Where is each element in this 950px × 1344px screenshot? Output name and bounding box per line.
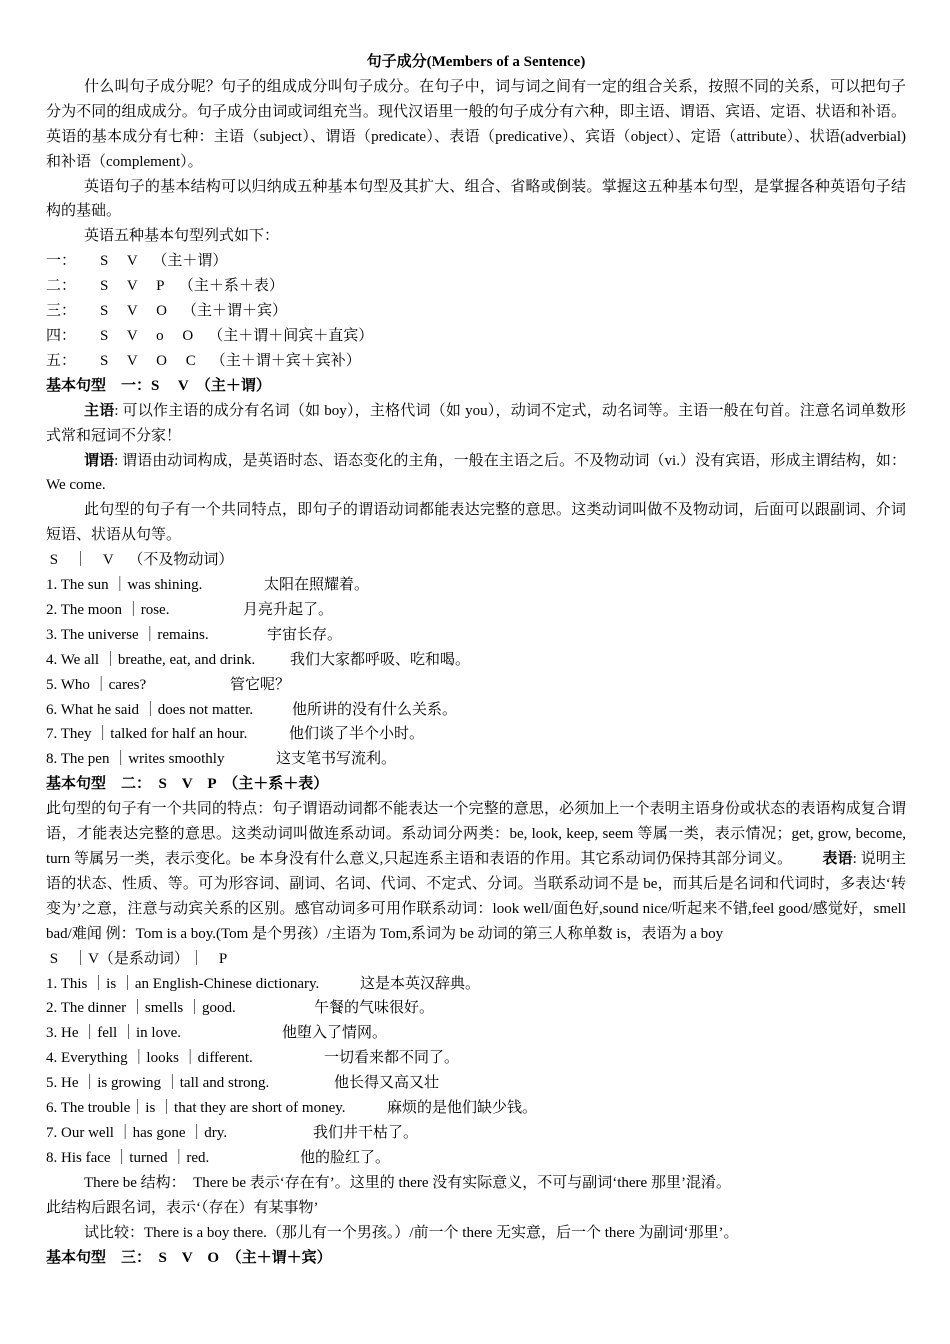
pattern-item: 二： S V P （主＋系＋表） xyxy=(46,278,284,295)
example-row: 4. We all ｜breathe, eat, and drink. 我们大家都呼吸、吃和喝。 xyxy=(46,651,471,668)
pattern-item: 四： S V o O （主＋谓＋间宾＋直宾） xyxy=(46,327,374,344)
example-row: 8. The pen ｜writes smoothly 这支笔书写流利。 xyxy=(46,751,397,768)
example-row: 2. The moon ｜rose. 月亮升起了。 xyxy=(46,601,334,618)
example-row: 6. What he said ｜does not matter. 他所讲的没有什么关系。 xyxy=(46,701,458,718)
example-row: 7. They ｜talked for half an hour. 他们谈了半个小时。 xyxy=(46,726,425,743)
example-row: 5. He ｜is growing ｜tall and strong. 他长得又高又壮 xyxy=(46,1075,440,1092)
pattern-item: 一： S V （主＋谓） xyxy=(46,253,228,270)
example-row: 1. The sun ｜was shining. 太阳在照耀着。 xyxy=(46,577,370,594)
section-3-heading: 基本句型 三： S V O （主＋谓＋宾） xyxy=(46,1249,332,1266)
section-2-heading: 基本句型 二： S V P （主＋系＋表） xyxy=(46,776,329,793)
document-page xyxy=(46,50,906,1270)
page-title: 句子成分(Members of a Sentence) xyxy=(366,54,586,70)
there-be-note: There be 结构： There be 表示‘存在有’。这里的 there 没有实际意义，不可与副词‘there 那里’混淆。 xyxy=(84,1174,731,1191)
pattern-item: 三： S V O （主＋谓＋宾） xyxy=(46,303,287,320)
example-row: 7. Our well ｜has gone ｜dry. 我们井干枯了。 xyxy=(46,1124,419,1141)
section-1-examples xyxy=(46,573,906,772)
intro-paragraph-2: 英语句子的基本结构可以归纳成五种基本句型及其扩大、组合、省略或倒装。掌握这五种基本句型，是掌握各种英语句子结构的基础。 xyxy=(46,178,906,220)
compare-note: 试比较：There is a boy there.（那儿有一个男孩。）/前一个 there 无实意，后一个 there 为副词‘那里’。 xyxy=(84,1224,739,1241)
example-row: 8. His face ｜turned ｜red. 他的脸红了。 xyxy=(46,1149,391,1166)
section-1-heading: 基本句型 一：S V （主＋谓） xyxy=(46,377,271,394)
section-2-note: 此句型的句子有一个共同的特点：句子谓语动词都不能表达一个完整的意思，必须加上一个表明主语身份或状态的表语构成复合谓语，才能表达完整的意思。这类动词叫做连系动词。系动词分两类：be, look, keep, seem 等属一类，表示情况；get, grow, become, turn 等属另一类，表示变化。be 本身没有什么意义,只起连系主语和表语的作用。其它系动词仍保持其部分词义。 表语: 说明主语的状态、性质、等。可为形容词、副词、名词、代词、不定式、分词。当联系动词不是 be，而其后是名词和代词时，多表达‘转变为’之意，注意与动宾关系的区别。感官动词多可用作联系动词：look well/面色好,sound nice/听起来不错,feel good/感觉好，smell bad/难闻 例：Tom is a boy.(Tom 是个男孩）/主语为 Tom,系词为 be 动词的第三人称单数 is，表语为 a boy xyxy=(46,801,906,942)
example-row: 5. Who ｜cares? 管它呢？ xyxy=(46,676,291,693)
subject-definition: 主语: 可以作主语的成分有名词（如 boy），主格代词（如 you），动词不定式，动名词等。主语一般在句首。注意名词单数形式常和冠词不分家！ xyxy=(46,402,906,444)
section-1-note: 此句型的句子有一个共同特点，即句子的谓语动词都能表达完整的意思。这类动词叫做不及物动词，后面可以跟副词、介词短语、状语从句等。 xyxy=(46,502,906,544)
pattern-list xyxy=(46,249,906,374)
example-row: 3. He ｜fell ｜in love. 他堕入了情网。 xyxy=(46,1025,388,1042)
example-row: 6. The trouble｜is ｜that they are short of money. 麻烦的是他们缺少钱。 xyxy=(46,1100,538,1117)
predicate-definition: 谓语: 谓语由动词构成，是英语时态、语态变化的主角，一般在主语之后。不及物动词（vi.）没有宾语，形成主谓结构，如：We come. xyxy=(46,452,906,494)
there-be-note-cont: 此结构后跟名词，表示‘（存在）有某事物’ xyxy=(46,1199,319,1216)
example-row: 3. The universe ｜remains. 宇宙长存。 xyxy=(46,626,343,643)
intro-paragraph-3: 英语五种基本句型列式如下： xyxy=(84,228,280,245)
section-2-examples xyxy=(46,972,906,1171)
section-2-structure: S ｜V（是系动词）｜ P xyxy=(46,950,228,967)
section-1-structure: S ｜ V （不及物动词） xyxy=(46,552,234,569)
example-row: 1. This ｜is ｜an English-Chinese dictionary. 这是本英汉辞典。 xyxy=(46,975,481,992)
pattern-item: 五： S V O C （主＋谓＋宾＋宾补） xyxy=(46,352,361,369)
example-row: 4. Everything ｜looks ｜different. 一切看来都不同了。 xyxy=(46,1050,460,1067)
example-row: 2. The dinner ｜smells ｜good. 午餐的气味很好。 xyxy=(46,1000,435,1017)
intro-paragraph-1: 什么叫句子成分呢？句子的组成成分叫句子成分。在句子中，词与词之间有一定的组合关系，按照不同的关系，可以把句子分为不同的组成成分。句子成分由词或词组充当。现代汉语里一般的句子成分有六种，即主语、谓语、宾语、定语、状语和补语。英语的基本成分有七种：主语（subject）、谓语（predicate）、表语（predicative）、宾语（object）、定语（attribute）、状语(adverbial) 和补语（complement）。 xyxy=(46,78,906,170)
